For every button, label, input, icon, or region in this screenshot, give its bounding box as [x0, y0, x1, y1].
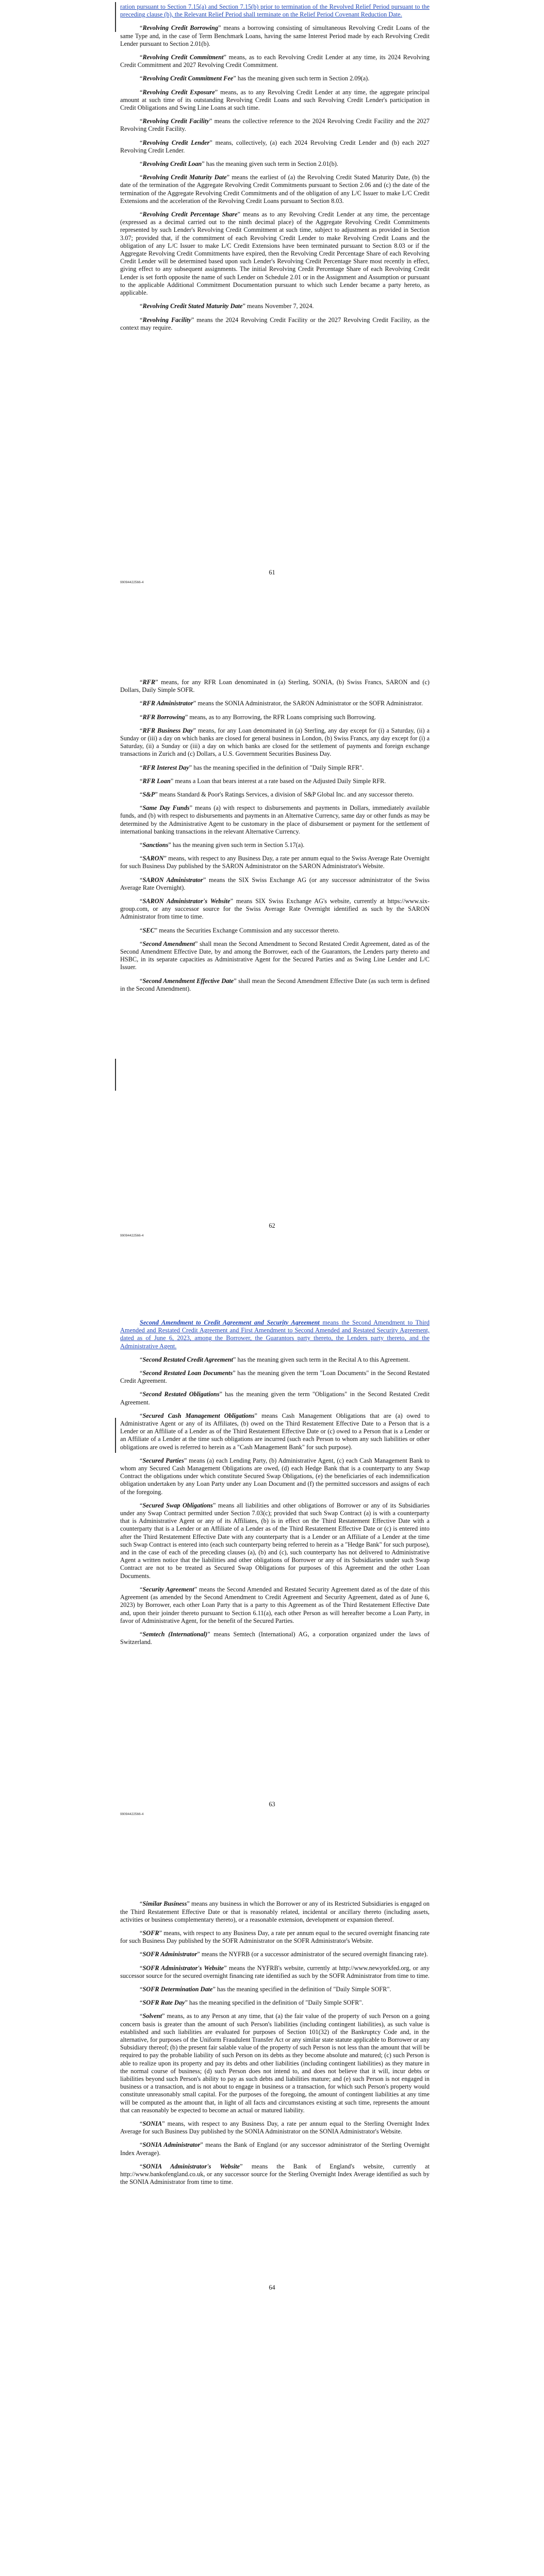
- doc-id: 99094422566-4: [120, 1234, 144, 1238]
- definition-term: SEC: [142, 926, 155, 934]
- definition-term: Secured Swap Obligations: [142, 1501, 213, 1509]
- definition-term: SARON: [142, 855, 164, 862]
- definition-term: SOFR Determination Date: [142, 1985, 213, 1993]
- definition-paragraph: “RFR Borrowing” means, as to any Borrowing, the RFR Loans comprising such Borrowing.: [140, 713, 376, 721]
- definition-paragraph: “Secured Parties” means (a) each Lending Party, (b) Administrative Agent, (c) each Cash Management Bank to whom any Secured Cash Management Obligations are owed, (d) each Hedge Bank that is a counterparty to any Swap Contract the obligations under which constitute Secured Swap Obligations, (e) the beneficiaries of each indemnification obligation undertaken by any Loan Party under any Loan Document and (f) the permitted successors and assigns of each of the foregoing.: [120, 1456, 430, 1496]
- definition-paragraph: “SARON Administrator's Website” means SIX Swiss Exchange AG's website, currently at https://www.six-group.com, or any successor source for the Swiss Average Rate Overnight identified as such by the SARON Administrator from time to time.: [120, 897, 430, 921]
- page-number: 61: [269, 568, 275, 576]
- definition-text: means, as to each Revolving Credit Lender at any time, its 2024 Revolving Credit Commitment and 2027 Revolving Credit Commitment.: [120, 54, 430, 69]
- definition-text: means, for any RFR Loan denominated in (a) Sterling, SONIA, (b) Swiss Francs, SARON and (c) Dollars, Daily Simple SOFR.: [120, 678, 430, 694]
- definition-text: means the SIX Swiss Exchange AG (or any successor administrator of the Swiss Average Rate Overnight).: [120, 876, 430, 891]
- change-bar: [115, 2, 116, 32]
- definition-term: Revolving Credit Exposure: [142, 88, 215, 96]
- definition-text: means, with respect to any Business Day, a rate per annum equal to the Swiss Average Rate Overnight for such Business Day published by the SARON Administrator on the SARON Administrator's Website.: [120, 855, 430, 870]
- definition-paragraph: “Revolving Credit Facility” means the collective reference to the 2024 Revolving Credit Facility and the 2027 Revolving Credit Facility.: [120, 117, 430, 133]
- definition-term: Revolving Credit Stated Maturity Date: [142, 302, 243, 310]
- definition-term: Revolving Credit Loan: [142, 160, 202, 168]
- definition-term: RFR: [142, 678, 156, 686]
- definition-term: Second Amendment: [142, 940, 195, 947]
- definition-paragraph: “Second Restated Loan Documents” has the meaning given the term "Loan Documents" in the Second Restated Credit Agreement.: [120, 1369, 430, 1385]
- definition-text: has the meaning given such term in Section 5.17(a).: [171, 841, 305, 849]
- definition-paragraph: “S&P” means Standard & Poor's Ratings Services, a division of S&P Global Inc. and any successor thereto.: [140, 790, 414, 798]
- definition-text: means as to any Revolving Credit Lender at any time, the percentage (expressed as a decimal carried out to the ninth decimal place) of the Aggregate Revolving Credit Commitments represented by such Lender's Revolving Credit Commitment at such time, subject to adjustment as provided in Section 3.07; provided that, if the commitment of each Revolving Credit Lender to make Revolving Credit Loans and the obligation of any L/C Issuer to make L/C Credit Extensions have been terminated pursuant to Section 8.03 or if the Aggregate Revolving Credit Commitments have expired, then the Revolving Credit Percentage Share of each Revolving Credit Lender will be determined based upon such Lender's Revolving Credit Percentage Share most recently in effect, giving effect to any subsequent assignments. The initial Revolving Credit Percentage Share of each Revolving Credit Lender is set forth opposite the name of such Lender on Schedule 2.01 or in the Assignment and Assumption or pursuant to the applicable Additional Commitment Documentation pursuant to which such Lender became a party hereto, as applicable.: [120, 211, 430, 297]
- doc-id: 99094422566-4: [120, 1812, 144, 1817]
- definition-paragraph: “Secured Cash Management Obligations” means Cash Management Obligations that are (a) owed to Administrative Agent or any of its Affiliates, (b) owed on the Third Restatement Effective Date to a Person that is a Lender or an Affiliate of a Lender as of the Third Restatement Effective Date or (c) owed to a Person that is a Lender or an Affiliate of a Lender at the time such obligations are incurred (such each Person to whom any such liabilities or other obligations are owed is referred to herein as a "Cash Management Bank" for such purpose).: [120, 1412, 430, 1451]
- definition-text: means Semtech (International) AG, a corporation organized under the laws of Switzerland.: [120, 1630, 430, 1646]
- definition-text: means any business in which the Borrower or any of its Restricted Subsidiaries is engaged on the Third Restatement Effective Date or that is reasonably related, incidental or ancillary thereto (including assets, activities or business complementary thereto), or a reasonable extension, development or expansion thereof.: [120, 1900, 430, 1923]
- definition-text: means, for any Loan denominated in (a) Sterling, any day except for (i) a Saturday, (ii) a Sunday or (iii) a day on which banks are closed for general business in London, (b) Swiss Francs, any day except for (i) a Saturday, (ii) a Sunday or (iii) a day on which banks are closed for the settlement of payments and foreign exchange transactions in Zurich and (c) Dollars, a U.S. Government Securities Business Day.: [120, 726, 430, 758]
- definition-term: Revolving Credit Commitment Fee: [142, 75, 234, 82]
- change-bar: [115, 1418, 116, 1453]
- definition-paragraph: “Security Agreement” means the Second Amended and Restated Security Agreement dated as of the date of this Agreement (as amended by the Second Amendment to Credit Agreement and Security Agreement, dated as of June 6, 2023) by Borrower, each other Loan Party that is a party to this Agreement as of the Third Restatement Effective Date and, upon their joinder thereto pursuant to Section 6.11(a), each other Person as will hereafter become a Loan Party, in favor of Administrative Agent, for the benefit of the Secured Parties.: [120, 1585, 430, 1624]
- definition-term: RFR Loan: [142, 777, 171, 785]
- definition-paragraph: “RFR Business Day” means, for any Loan denominated in (a) Sterling, any day except for (i) a Saturday, (ii) a Sunday or (iii) a day on which banks are closed for general business in London, (b) Swiss Francs, any day except for (i) a Saturday, (ii) a Sunday or (iii) a day on which banks are closed for the settlement of payments and foreign exchange transactions in Zurich and (c) Dollars, a U.S. Government Securities Business Day.: [120, 726, 430, 758]
- definition-text: means the 2024 Revolving Credit Facility or the 2027 Revolving Credit Facility, as the context may require.: [120, 316, 430, 331]
- definition-text: means SIX Swiss Exchange AG's website, currently at https://www.six-group.com, or any successor source for the Swiss Average Rate Overnight identified as such by the SARON Administrator from time to time.: [120, 897, 430, 921]
- definition-paragraph: “SARON” means, with respect to any Business Day, a rate per annum equal to the Swiss Average Rate Overnight for such Business Day published by the SARON Administrator on the SARON Administrator's Website.: [120, 855, 430, 870]
- definition-paragraph: “Revolving Credit Maturity Date” means the earliest of (a) the Revolving Credit Stated Maturity Date, (b) the date of the termination of the Aggregate Revolving Credit Commitments pursuant to Section 2.06 and (c) the date of the termination of the Aggregate Revolving Credit Commitments and of the obligation of any L/C Issuer to make L/C Credit Extensions and the acceleration of the Revolving Credit Loans pursuant to Section 8.03.: [120, 174, 430, 205]
- definition-paragraph: “SOFR Determination Date” has the meaning specified in the definition of "Daily Simple SOFR".: [140, 1985, 391, 1993]
- definition-paragraph: “Revolving Credit Exposure” means, as to any Revolving Credit Lender at any time, the aggregate principal amount at such time of its outstanding Revolving Credit Loans and such Revolving Credit Lender's participation in Credit Obligations and Swing Line Loans at such time.: [120, 88, 430, 112]
- definition-text: means, with respect to any Business Day, a rate per annum equal to the Sterling Overnight Index Average for such Business Day published by the SONIA Administrator on the SONIA Administrator's Website.: [120, 2120, 430, 2136]
- definition-text: has the meaning given such term in Section 2.09(a).: [236, 75, 370, 82]
- definitions-list: [120, 679, 430, 993]
- definition-paragraph: “Revolving Credit Commitment Fee” has the meaning given such term in Section 2.09(a).: [140, 75, 370, 82]
- definitions-list: [120, 1900, 430, 2186]
- definition-term: Revolving Credit Lender: [142, 139, 210, 146]
- definition-text: means the Bank of England's website, currently at http://www.bankofengland.co.uk, or any successor source for the Sterling Overnight Index Average identified as such by the SONIA Administrator from time to time.: [120, 2162, 430, 2186]
- definition-text: has the meaning specified in the definition of "Daily Simple SOFR".: [215, 1985, 391, 1993]
- definition-term: SARON Administrator's Website: [142, 897, 230, 905]
- definition-text: has the meaning given the term "Loan Documents" in the Second Restated Credit Agreement.: [120, 1369, 430, 1385]
- definition-paragraph: “Second Amendment” shall mean the Second Amendment to Second Restated Credit Agreement, dated as of the Second Amendment Effective Date, by and among the Borrower, each of the Guarantors, the Lenders party thereto and HSBC, in its separate capacities as Administrative Agent for the Secured Parties and as Swing Line Lender and L/C Issuer.: [120, 940, 430, 971]
- definition-term: Similar Business: [142, 1900, 187, 1908]
- definition-term: Secured Cash Management Obligations: [142, 1412, 255, 1419]
- page-62: [120, 599, 430, 993]
- definition-paragraph: “Second Restated Obligations” has the meaning given the term "Obligations" in the Second Restated Credit Agreement.: [120, 1391, 430, 1406]
- definition-text: shall mean the Second Amendment to Second Restated Credit Agreement, dated as of the Second Amendment Effective Date, by and among the Borrower, each of the Guarantors, the Lenders party thereto and HSBC, in its separate capacities as Administrative Agent for the Secured Parties and as Swing Line Lender and L/C Issuer.: [120, 940, 430, 971]
- definition-paragraph: “SARON Administrator” means the SIX Swiss Exchange AG (or any successor administrator of the Swiss Average Rate Overnight).: [120, 876, 430, 891]
- definition-text: means (a) each Lending Party, (b) Administrative Agent, (c) each Cash Management Bank to whom any Secured Cash Management Obligations are owed, (d) each Hedge Bank that is a counterparty to any Swap Contract the obligations under which constitute Secured Swap Obligations, (e) the beneficiaries of each indemnification obligation undertaken by any Loan Party under any Loan Document and (f) the permitted successors and assigns of each of the foregoing.: [120, 1456, 430, 1496]
- definition-paragraph: “Secured Swap Obligations” means all liabilities and other obligations of Borrower or any of its Subsidiaries under any Swap Contract permitted under Section 7.03(c); provided that such Swap Contract (a) is with a counterparty that is Administrative Agent or any of its Affiliates, (b) is in effect on the Third Restatement Effective Date with a counterparty that is a Lender or an Affiliate of a Lender as of the Third Restatement Effective Date or (c) is entered into after the Third Restatement Effective Date with any counterparty that is a Lender or an Affiliate of a Lender at the time such Swap Contract is entered into (each such counterparty being referred to herein as a "Hedge Bank" for such purpose), and in the case of each of the preceding clauses (a), (b) and (c), such counterparty has not delivered to Administrative Agent a written notice that the liabilities and other obligations of Borrower or any of its Subsidiaries under such Swap Contract are not to be treated as Secured Swap Obligations for purposes of this Agreement and the other Loan Documents.: [120, 1501, 430, 1580]
- definition-paragraph: “Same Day Funds” means (a) with respect to disbursements and payments in Dollars, immediately available funds, and (b) with respect to disbursements and payments in an Alternative Currency, same day or other funds as may be determined by the Administrative Agent to be customary in the place of disbursement or payment for the settlement of international banking transactions in the relevant Alternative Currency.: [120, 804, 430, 835]
- definition-paragraph: “Revolving Credit Lender” means, collectively, (a) each 2024 Revolving Credit Lender and (b) each 2027 Revolving Credit Lender.: [120, 139, 430, 154]
- definition-text: means a borrowing consisting of simultaneous Revolving Credit Loans of the same Type and, in the case of Term Benchmark Loans, having the same Interest Period made by each Revolving Credit Lender pursuant to Section 2.01(b).: [120, 24, 430, 47]
- definition-term: Revolving Credit Maturity Date: [142, 174, 227, 181]
- definition-paragraph: “Sanctions” has the meaning given such term in Section 5.17(a).: [140, 841, 305, 849]
- change-bar: [115, 1059, 116, 1091]
- definition-paragraph: “SONIA Administrator's Website” means the Bank of England's website, currently at http://www.bankofengland.co.uk, or any successor source for the Sterling Overnight Index Average identified as such by the SONIA Administrator from time to time.: [120, 2162, 430, 2186]
- definitions-list: [120, 24, 430, 332]
- definition-term: SOFR Administrator's Website: [142, 1964, 224, 1972]
- definition-paragraph: “Second Amendment Effective Date” shall mean the Second Amendment Effective Date (as such term is defined in the Second Amendment).: [120, 977, 430, 992]
- definition-paragraph: “SOFR Administrator's Website” means the NYFRB's website, currently at http://www.newyorkfed.org, or any successor source for the secured overnight financing rate identified as such by the SOFR Administrator from time to time.: [120, 1964, 430, 1979]
- page-61: [120, 0, 430, 332]
- definition-paragraph: “SOFR Rate Day” has the meaning specified in the definition of "Daily Simple SOFR".: [140, 1999, 364, 2007]
- definition-term: SARON Administrator: [142, 876, 203, 884]
- page-number: 63: [269, 1801, 275, 1808]
- definition-paragraph: “Second Restated Credit Agreement” has the meaning given such term in the Recital A to this Agreement.: [140, 1355, 410, 1363]
- definition-term: Second Amendment to Credit Agreement and Security Agreement: [140, 1319, 320, 1326]
- definition-text: means all liabilities and other obligations of Borrower or any of its Subsidiaries under any Swap Contract permitted under Section 7.03(c); provided that such Swap Contract (a) is with a counterparty that is Administrative Agent or any of its Affiliates, (b) is in effect on the Third Restatement Effective Date with a counterparty that is a Lender or an Affiliate of a Lender as of the Third Restatement Effective Date or (c) is entered into after the Third Restatement Effective Date with any counterparty that is a Lender or an Affiliate of a Lender at the time such Swap Contract is entered into (each such counterparty being referred to herein as a "Hedge Bank" for such purpose), and in the case of each of the preceding clauses (a), (b) and (c), such counterparty has not delivered to Administrative Agent a written notice that the liabilities and other obligations of Borrower or any of its Subsidiaries under such Swap Contract are not to be treated as Secured Swap Obligations for purposes of this Agreement and the other Loan Documents.: [120, 1501, 430, 1580]
- definition-term: S&P: [142, 790, 155, 798]
- definition-text: means, with respect to any Business Day, a rate per annum equal to the secured overnight financing rate for such Business Day published by the SOFR Administrator on the SOFR Administrator's Website.: [120, 1929, 430, 1945]
- definition-term: Semtech (International): [142, 1630, 208, 1638]
- definition-term: Same Day Funds: [142, 804, 190, 812]
- definition-text: means a Loan that bears interest at a rate based on the Adjusted Daily Simple RFR.: [173, 777, 386, 785]
- definition-paragraph: “Revolving Facility” means the 2024 Revolving Credit Facility or the 2027 Revolving Credit Facility, as the context may require.: [120, 316, 430, 331]
- definition-text: has the meaning given the term "Obligations" in the Second Restated Credit Agreement.: [120, 1391, 430, 1406]
- definition-paragraph: “SONIA” means, with respect to any Business Day, a rate per annum equal to the Sterling Overnight Index Average for such Business Day published by the SONIA Administrator on the SONIA Administrator's Website.: [120, 2120, 430, 2136]
- definition-term: SOFR Rate Day: [142, 1999, 185, 2007]
- definition-paragraph: “SOFR” means, with respect to any Business Day, a rate per annum equal to the secured overnight financing rate for such Business Day published by the SOFR Administrator on the SOFR Administrator's Website.: [120, 1929, 430, 1945]
- definition-text: means, as to any Revolving Credit Lender at any time, the aggregate principal amount at such time of its outstanding Revolving Credit Loans and such Revolving Credit Lender's participation in Credit Obligations and Swing Line Loans at such time.: [120, 88, 430, 112]
- definition-term: RFR Borrowing: [142, 713, 185, 721]
- definition-text: means, collectively, (a) each 2024 Revolving Credit Lender and (b) each 2027 Revolving Credit Lender.: [120, 139, 430, 154]
- definition-text: means (a) with respect to disbursements and payments in Dollars, immediately available funds, and (b) with respect to disbursements and payments in an Alternative Currency, same day or other funds as may be determined by the Administrative Agent to be customary in the place of disbursement or payment for the settlement of international banking transactions in the relevant Alternative Currency.: [120, 804, 430, 835]
- definition-term: Second Restated Credit Agreement: [142, 1355, 233, 1363]
- definition-text: has the meaning specified in the definition of "Daily Simple SOFR".: [187, 1999, 364, 2007]
- definition-term: Sanctions: [142, 841, 169, 849]
- definition-text: means the Bank of England (or any successor administrator of the Sterling Overnight Index Average).: [120, 2141, 430, 2157]
- definition-paragraph: “RFR Administrator” means the SONIA Administrator, the SARON Administrator or the SOFR Administrator.: [140, 700, 423, 707]
- doc-id: 99094422566-4: [120, 580, 144, 584]
- definition-term: SOFR Administrator: [142, 1951, 197, 1958]
- definition-text: means the SONIA Administrator, the SARON Administrator or the SOFR Administrator.: [196, 700, 423, 707]
- definition-text: has the meaning given such term in Section 2.01(b).: [204, 160, 338, 168]
- definition-paragraph: “Similar Business” means any business in which the Borrower or any of its Restricted Subsidiaries is engaged on the Third Restatement Effective Date or that is reasonably related, incidental or ancillary thereto (including assets, activities or business complementary thereto), or a reasonable extension, development or expansion thereof.: [120, 1900, 430, 1923]
- definition-text: means November 7, 2024.: [245, 302, 314, 310]
- definition-term: Revolving Credit Commitment: [142, 54, 224, 61]
- definition-term: Second Restated Loan Documents: [142, 1369, 233, 1377]
- definition-term: Second Restated Obligations: [142, 1391, 220, 1398]
- definition-term: RFR Business Day: [142, 726, 193, 734]
- definition-term: SONIA Administrator: [142, 2141, 201, 2149]
- page-number: 64: [269, 2284, 275, 2292]
- definition-paragraph: “RFR Interest Day” has the meaning specified in the definition of "Daily Simple RFR".: [140, 764, 364, 771]
- definition-paragraph: “Solvent” means, as to any Person at any time, that (a) the fair value of the property of such Person on a going concern basis is greater than the amount of such Person's liabilities (including contingent liabilities), as such value is established and such liabilities are evaluated for purposes of Section 101(32) of the Bankruptcy Code and, in the alternative, for purposes of the Uniform Fraudulent Transfer Act or any similar state statute applicable to Borrower or any Subsidiary thereof; (b) the present fair salable value of the property of such Person is not less than the amount that will be required to pay the probable liability of such Person on its debts as they become absolute and matured; (c) such Person is able to realize upon its property and pay its debts and other liabilities (including contingent liabilities) as they mature in the normal course of business; (d) such Person does not intend to, and does not believe that it will, incur debts or liabilities beyond such Person's ability to pay as such debts and liabilities mature; and (e) such Person is not engaged in business or a transaction, and is not about to engage in business or a transaction, for which such Person's property would constitute unreasonably small capital. For the purposes of the foregoing, the amount of contingent liabilities at any time will be computed as the amount that, in light of all facts and circumstances existing at such time, represents the amount that can reasonably be expected to become an actual or matured liability.: [120, 2012, 430, 2114]
- definition-term: RFR Interest Day: [142, 764, 189, 771]
- definition-paragraph: “Revolving Credit Percentage Share” means as to any Revolving Credit Lender at any time, the percentage (expressed as a decimal carried out to the ninth decimal place) of the Aggregate Revolving Credit Commitments represented by such Lender's Revolving Credit Commitment at such time, subject to adjustment as provided in Section 3.07; provided that, if the commitment of each Revolving Credit Lender to make Revolving Credit Loans and the obligation of any L/C Issuer to make L/C Credit Extensions have been terminated pursuant to Section 8.03 or if the Aggregate Revolving Credit Commitments have expired, then the Revolving Credit Percentage Share of each Revolving Credit Lender will be determined based upon such Lender's Revolving Credit Percentage Share most recently in effect, giving effect to any subsequent assignments. The initial Revolving Credit Percentage Share of each Revolving Credit Lender is set forth opposite the name of such Lender on Schedule 2.01 or in the Assignment and Assumption or pursuant to the applicable Additional Commitment Documentation pursuant to which such Lender became a party hereto, as applicable.: [120, 211, 430, 297]
- definition-text: means, as to any Person at any time, that (a) the fair value of the property of such Person on a going concern basis is greater than the amount of such Person's liabilities (including contingent liabilities), as such value is established and such liabilities are evaluated for purposes of Section 101(32) of the Bankruptcy Code and, in the alternative, for purposes of the Uniform Fraudulent Transfer Act or any similar state statute applicable to Borrower or any Subsidiary thereof; (b) the present fair salable value of the property of such Person is not less than the amount that will be required to pay the probable liability of such Person on its debts as they become absolute and matured; (c) such Person is able to realize upon its property and pay its debts and other liabilities (including contingent liabilities) as they mature in the normal course of business; (d) such Person does not intend to, and does not believe that it will, incur debts or liabilities beyond such Person's ability to pay as such debts and liabilities mature; and (e) such Person is not engaged in business or a transaction, and is not about to engage in business or a transaction, for which such Person's property would constitute unreasonably small capital. For the purposes of the foregoing, the amount of contingent liabilities at any time will be computed as the amount that, in light of all facts and circumstances existing at such time, represents the amount that can reasonably be expected to become an actual or matured liability.: [120, 2012, 430, 2114]
- page-63: [120, 1252, 430, 1646]
- definition-paragraph: “Semtech (International)” means Semtech (International) AG, a corporation organized under the laws of Switzerland.: [120, 1630, 430, 1646]
- definition-paragraph: “Revolving Credit Loan” has the meaning given such term in Section 2.01(b).: [140, 160, 338, 168]
- definition-text: means the collective reference to the 2024 Revolving Credit Facility and the 2027 Revolving Credit Facility.: [120, 117, 430, 133]
- definition-term: Second Amendment Effective Date: [142, 977, 234, 985]
- definition-term: Revolving Credit Percentage Share: [142, 211, 238, 218]
- definition-text: means the Securities Exchange Commission and any successor thereto.: [157, 926, 340, 934]
- definition-text: means the earliest of (a) the Revolving Credit Stated Maturity Date, (b) the date of the termination of the Aggregate Revolving Credit Commitments pursuant to Section 2.06 and (c) the date of the termination of the Aggregate Revolving Credit Commitments and of the obligation of any L/C Issuer to make L/C Credit Extensions and the acceleration of the Revolving Credit Loans pursuant to Section 8.03.: [120, 174, 430, 205]
- definition-text: means the Second Amended and Restated Security Agreement dated as of the date of this Agreement (as amended by the Second Amendment to Credit Agreement and Security Agreement, dated as of June 6, 2023) by Borrower, each other Loan Party that is a party to this Agreement as of the Third Restatement Effective Date and, upon their joinder thereto pursuant to Section 6.11(a), each other Person as will hereafter become a Loan Party, in favor of Administrative Agent, for the benefit of the Secured Parties.: [120, 1585, 430, 1624]
- definition-paragraph: “Revolving Credit Stated Maturity Date” means November 7, 2024.: [140, 302, 314, 310]
- definition-text: means the NYFRB's website, currently at http://www.newyorkfed.org, or any successor source for the secured overnight financing rate identified as such by the SOFR Administrator from time to time.: [120, 1964, 430, 1979]
- definition-term: Solvent: [142, 2012, 162, 2020]
- definition-term: SOFR: [142, 1929, 159, 1937]
- definition-paragraph: “SONIA Administrator” means the Bank of England (or any successor administrator of the Sterling Overnight Index Average).: [120, 2141, 430, 2157]
- inserted-fragment: ration pursuant to Section 7.15(a) and Section 7.15(b) prior to termination of the Revolved Relief Period pursuant to the preceding clause (b), the Relevant Relief Period shall terminate on the Relief Period Covenant Reduction Date.: [120, 3, 430, 19]
- definition-paragraph: “RFR” means, for any RFR Loan denominated in (a) Sterling, SONIA, (b) Swiss Francs, SARON and (c) Dollars, Daily Simple SOFR.: [120, 678, 430, 694]
- definition-text: has the meaning specified in the definition of "Daily Simple RFR".: [192, 764, 364, 771]
- page-number: 62: [269, 1222, 275, 1229]
- definition-term: Revolving Credit Facility: [142, 117, 209, 125]
- definition-text: shall mean the Second Amendment Effective Date (as such term is defined in the Second Amendment).: [120, 977, 430, 992]
- definition-term: Revolving Credit Borrowing: [142, 24, 218, 32]
- definition-text: means the NYFRB (or a successor administrator of the secured overnight financing rate).: [200, 1951, 428, 1958]
- definitions-list: [120, 1356, 430, 1647]
- definition-term: SONIA: [142, 2120, 162, 2127]
- definition-term: SONIA Administrator's Website: [142, 2162, 240, 2170]
- definition-text: means, as to any Borrowing, the RFR Loans comprising such Borrowing.: [188, 713, 376, 721]
- definition-term: Security Agreement: [142, 1585, 194, 1593]
- definition-text: means Cash Management Obligations that are (a) owed to Administrative Agent or any of its Affiliates, (b) owed on the Third Restatement Effective Date to a Person that is a Lender or an Affiliate of a Lender as of the Third Restatement Effective Date or (c) owed to a Person that is a Lender or an Affiliate of a Lender at the time such obligations are incurred (such each Person to whom any such liabilities or other obligations are owed is referred to herein as a "Cash Management Bank" for such purpose).: [120, 1412, 430, 1451]
- page-64: [120, 1831, 430, 2186]
- definition-term: RFR Administrator: [142, 700, 193, 707]
- definition-paragraph: “SEC” means the Securities Exchange Commission and any successor thereto.: [140, 926, 340, 934]
- definition-paragraph: “Revolving Credit Commitment” means, as to each Revolving Credit Lender at any time, its 2024 Revolving Credit Commitment and 2027 Revolving Credit Commitment.: [120, 54, 430, 69]
- definition-second-amendment-credit-agreement: [120, 1319, 430, 1350]
- definition-term: Revolving Facility: [142, 316, 191, 324]
- definition-paragraph: “RFR Loan” means a Loan that bears interest at a rate based on the Adjusted Daily Simple RFR.: [140, 777, 386, 785]
- definition-paragraph: “SOFR Administrator” means the NYFRB (or a successor administrator of the secured overnight financing rate).: [140, 1951, 428, 1958]
- definition-term: Secured Parties: [142, 1456, 184, 1464]
- definition-paragraph: “Revolving Credit Borrowing” means a borrowing consisting of simultaneous Revolving Credit Loans of the same Type and, in the case of Term Benchmark Loans, having the same Interest Period made by each Revolving Credit Lender pursuant to Section 2.01(b).: [120, 24, 430, 47]
- definition-text: means the Second Amendment to Third Amended and Restated Credit Agreement and First Amendment to Second Amended and Restated Security Agreement, dated as of June 6, 2023, among the Borrower, the Guarantors party thereto, the Lenders party thereto, and the Administrative Agent.: [120, 1319, 430, 1350]
- definition-text: has the meaning given such term in the Recital A to this Agreement.: [236, 1355, 410, 1363]
- definition-text: means Standard & Poor's Ratings Services, a division of S&P Global Inc. and any successor thereto.: [157, 790, 414, 798]
